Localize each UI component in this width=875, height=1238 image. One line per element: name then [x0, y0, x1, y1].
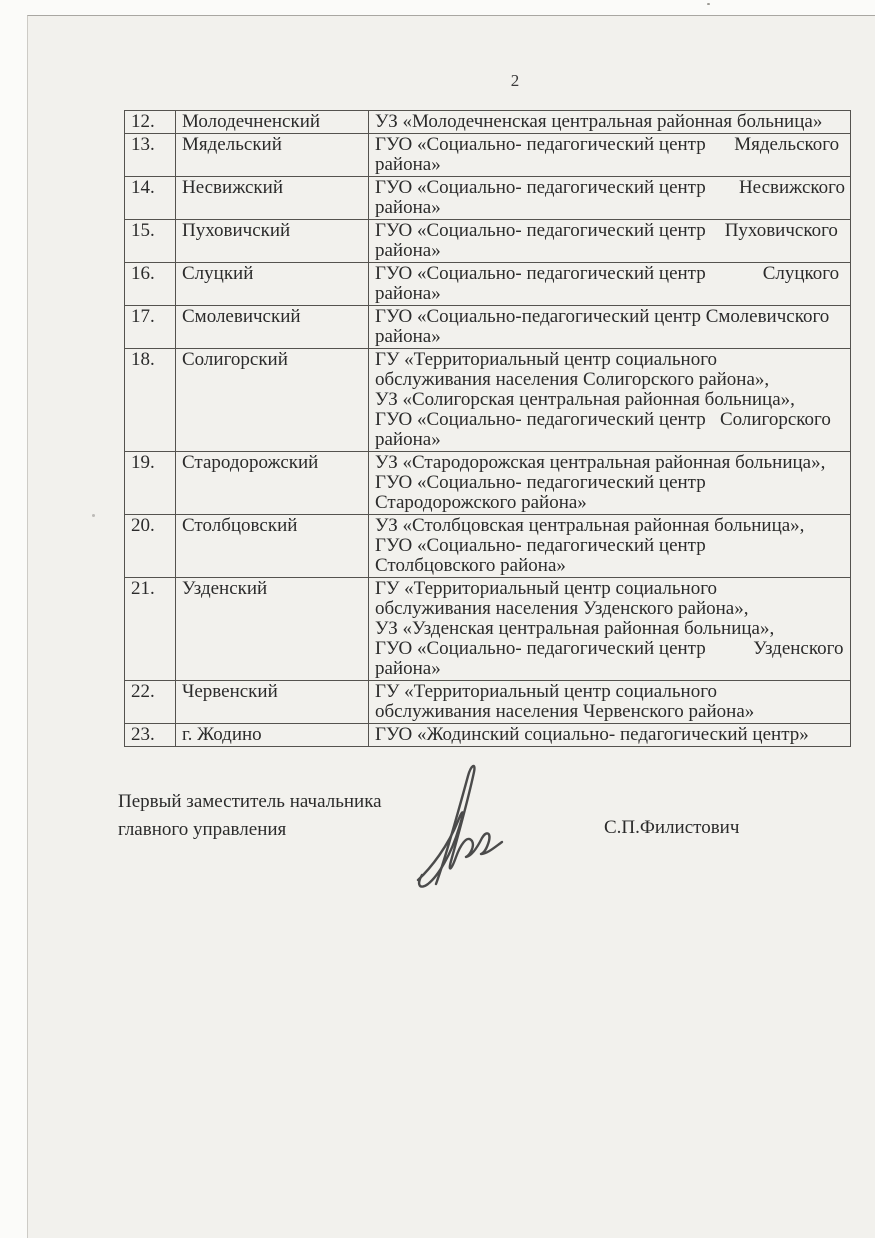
table-row	[125, 306, 851, 349]
institutions-cell	[369, 263, 851, 306]
row-number: 12.	[125, 111, 176, 134]
district-name: Несвижский	[176, 177, 369, 220]
table-row	[125, 724, 851, 747]
regions-table-body	[125, 111, 851, 747]
institution-line: ГУО «Социально- педагогический центр Слуцкого	[375, 263, 840, 284]
institution-line: ГУО «Социально- педагогический центр	[375, 535, 706, 556]
institutions-cell	[369, 220, 851, 263]
institution-line: ГУО «Социально- педагогический центр Пуховичского	[375, 220, 838, 241]
institutions-cell	[369, 306, 851, 349]
institution-line: района»	[375, 283, 441, 304]
position-line-2: главного управления	[118, 819, 287, 840]
table-row	[125, 220, 851, 263]
row-number: 18.	[125, 349, 176, 452]
district-name: Стародорожский	[176, 452, 369, 515]
district-name: Столбцовский	[176, 515, 369, 578]
institution-line: ГУ «Территориальный центр социального	[375, 349, 718, 370]
table-row	[125, 263, 851, 306]
institution-line: УЗ «Столбцовская центральная районная больница»,	[375, 515, 805, 536]
institutions-cell	[369, 134, 851, 177]
district-name: Червенский	[176, 681, 369, 724]
institution-line: обслуживания населения Узденского района»,	[375, 598, 749, 619]
row-number: 13.	[125, 134, 176, 177]
institution-line: ГУО «Жодинский социально- педагогический центр»	[375, 724, 809, 745]
institutions-cell	[369, 681, 851, 724]
district-name: Смолевичский	[176, 306, 369, 349]
institution-line: ГУО «Социально- педагогический центр Узденского	[375, 638, 844, 659]
table-row	[125, 578, 851, 681]
institutions-cell	[369, 349, 851, 452]
district-name: Солигорский	[176, 349, 369, 452]
row-number: 14.	[125, 177, 176, 220]
row-number: 22.	[125, 681, 176, 724]
regions-table	[124, 110, 851, 747]
institutions-cell	[369, 515, 851, 578]
institution-line: ГУО «Социально- педагогический центр Несвижского	[375, 177, 845, 198]
position-line-1: Первый заместитель начальника	[118, 791, 382, 812]
row-number: 20.	[125, 515, 176, 578]
institution-line: района»	[375, 154, 441, 175]
district-name: Мядельский	[176, 134, 369, 177]
table-row	[125, 452, 851, 515]
row-number: 21.	[125, 578, 176, 681]
institution-line: УЗ «Стародорожская центральная районная больница»,	[375, 452, 826, 473]
signatory-position	[118, 788, 382, 844]
row-number: 23.	[125, 724, 176, 747]
institutions-cell	[369, 452, 851, 515]
institution-line: района»	[375, 240, 441, 261]
institutions-cell	[369, 111, 851, 134]
institution-line: Столбцовского района»	[375, 555, 566, 576]
page-number: 2	[510, 71, 520, 90]
table-row	[125, 681, 851, 724]
row-number: 19.	[125, 452, 176, 515]
table-row	[125, 515, 851, 578]
institution-line: района»	[375, 429, 441, 450]
row-number: 15.	[125, 220, 176, 263]
institution-line: ГУ «Территориальный центр социального	[375, 681, 718, 702]
table-row	[125, 349, 851, 452]
district-name: Пуховичский	[176, 220, 369, 263]
institutions-cell	[369, 724, 851, 747]
signature-icon	[398, 758, 538, 888]
institution-line: ГУО «Социально- педагогический центр Солигорского	[375, 409, 831, 430]
institution-line: обслуживания населения Червенского района»	[375, 701, 755, 722]
institution-line: ГУО «Социально- педагогический центр	[375, 472, 706, 493]
institution-line: ГУО «Социально- педагогический центр Мядельского	[375, 134, 840, 155]
district-name: Молодечненский	[176, 111, 369, 134]
district-name: Слуцкий	[176, 263, 369, 306]
institution-line: обслуживания населения Солигорского района»,	[375, 369, 770, 390]
institution-line: ГУ «Территориальный центр социального	[375, 578, 718, 599]
institution-line: района»	[375, 658, 441, 679]
signatory-name: С.П.Филистович	[604, 817, 740, 838]
row-number: 16.	[125, 263, 176, 306]
institution-line: УЗ «Узденская центральная районная больница»,	[375, 618, 775, 639]
table-row	[125, 111, 851, 134]
institution-line: Стародорожского района»	[375, 492, 587, 513]
table-row	[125, 177, 851, 220]
institutions-cell	[369, 177, 851, 220]
institution-line: УЗ «Молодечненская центральная районная больница»	[375, 111, 823, 132]
table-row	[125, 134, 851, 177]
row-number: 17.	[125, 306, 176, 349]
institution-line: УЗ «Солигорская центральная районная больница»,	[375, 389, 795, 410]
scan-speck	[707, 3, 710, 5]
district-name: г. Жодино	[176, 724, 369, 747]
institution-line: района»	[375, 197, 441, 218]
scan-speck	[92, 514, 95, 517]
institution-line: ГУО «Социально-педагогический центр Смолевичского	[375, 306, 830, 327]
institution-line: района»	[375, 326, 441, 347]
district-name: Узденский	[176, 578, 369, 681]
institutions-cell	[369, 578, 851, 681]
